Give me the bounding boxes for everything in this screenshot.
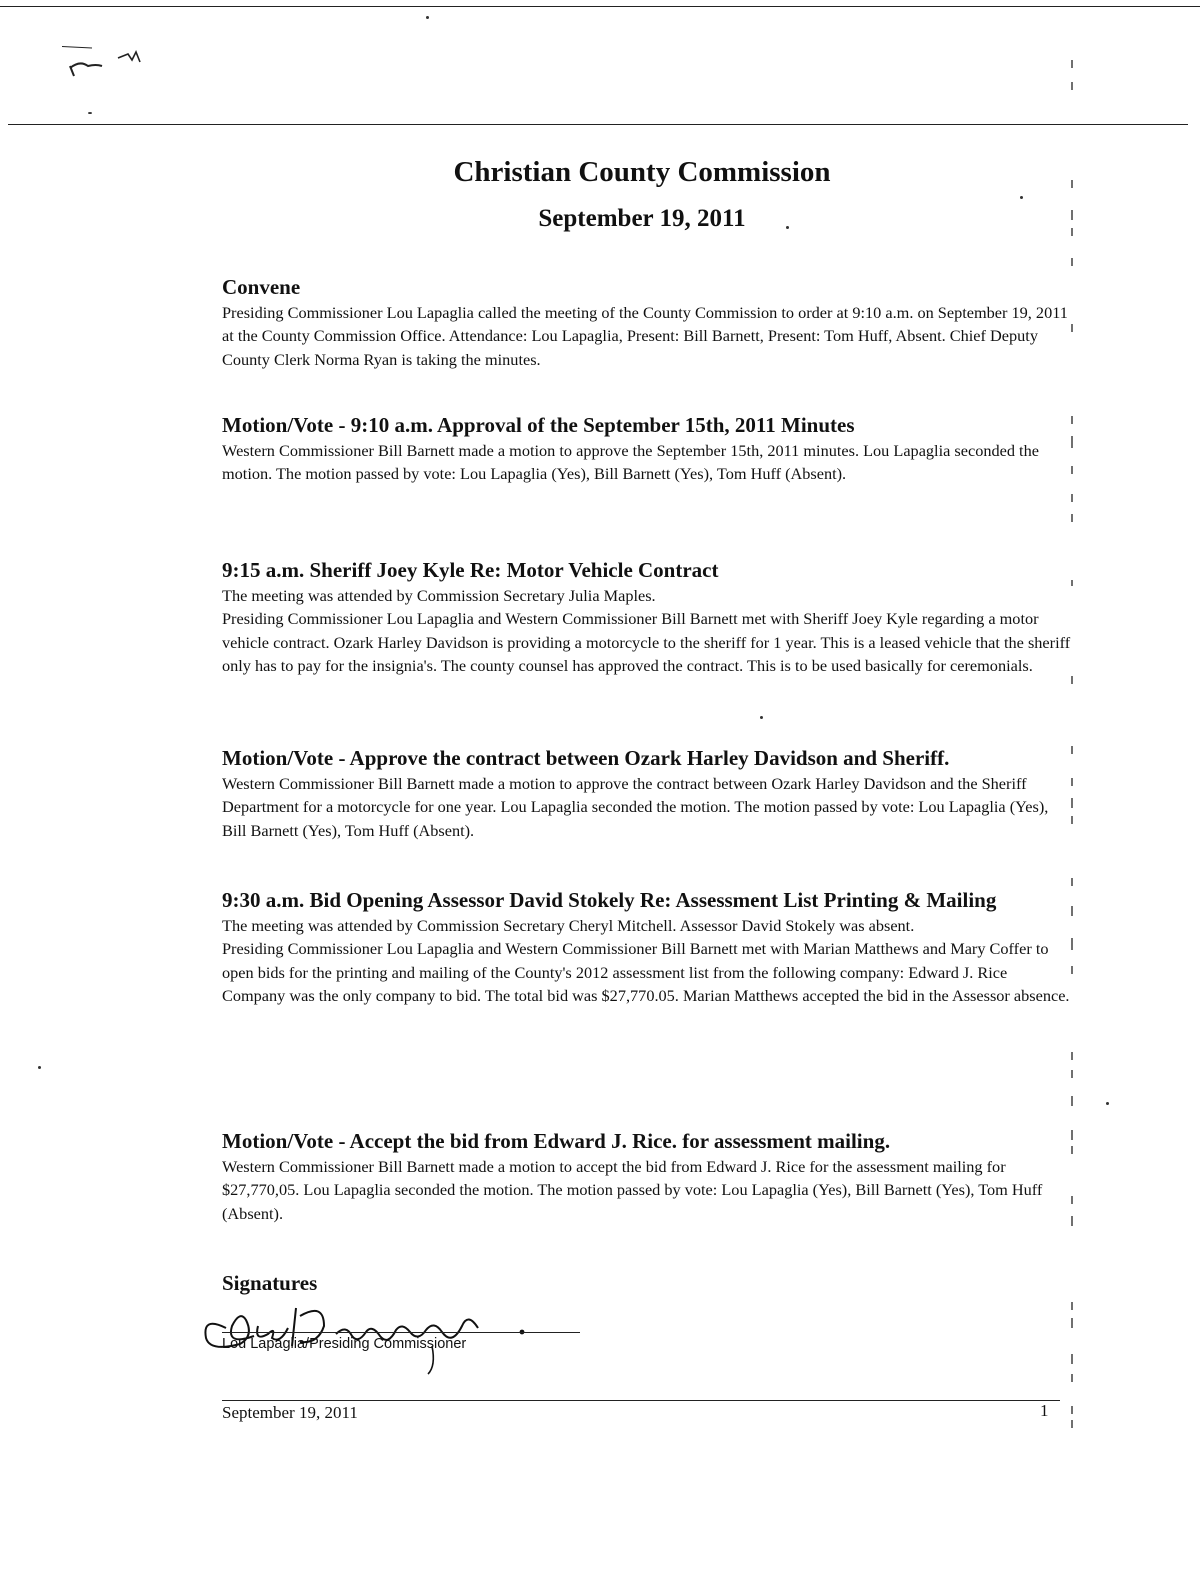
- section-heading: 9:30 a.m. Bid Opening Assessor David Stokely Re: Assessment List Printing & Mailing: [222, 888, 997, 912]
- section-heading: Convene: [222, 275, 301, 299]
- header-rule: [8, 124, 1188, 125]
- section-body: Western Commissioner Bill Barnett made a motion to approve the September 15th, 2011 minutes. Lou Lapaglia seconded the motion. The motion passed by vote: Lou Lapaglia (Yes), Bill Barnett (Yes), Tom Huff (Absent).: [222, 441, 1039, 484]
- section-body-line: The meeting was attended by Commission Secretary Cheryl Mitchell. Assessor David Stokely was absent.: [222, 916, 915, 935]
- footer-date: September 19, 2011: [222, 1403, 358, 1422]
- section-heading: Motion/Vote - 9:10 a.m. Approval of the September 15th, 2011 Minutes: [222, 413, 855, 437]
- section-body-line: Presiding Commissioner Lou Lapaglia and Western Commissioner Bill Barnett met with Marian Matthews and Mary Coffer to open bids for the printing and mailing of the County's 2012 assessment list from the following company: Edward J. Rice Company was the only company to bid. The total bid was $27,770.05. Marian Matthews accepted the bid in the Assessor absence.: [222, 939, 1070, 1006]
- section-convene: [222, 273, 1072, 371]
- scan-speck: [426, 16, 429, 19]
- signature-line: [222, 1332, 580, 1333]
- scan-speck: [786, 226, 789, 229]
- document-title: Christian County Commission: [453, 156, 831, 188]
- section-body-line: The meeting was attended by Commission Secretary Julia Maples.: [222, 586, 656, 605]
- section-body: Western Commissioner Bill Barnett made a motion to accept the bid from Edward J. Rice for the assessment mailing for $27,770,05. Lou Lapaglia seconded the motion. The motion passed by vote: Lou Lapaglia (Yes), Bill Barnett (Yes), Tom Huff (Absent).: [222, 1157, 1043, 1223]
- section-body-line: Presiding Commissioner Lou Lapaglia and Western Commissioner Bill Barnett met with Sheriff Joey Kyle regarding a motor vehicle contract. Ozark Harley Davidson is providing a motorcycle to the sheriff for 1 year. This is a leased vehicle that the sheriff only has to pay for the insignia's. The county counsel has approved the contract. This is to be used basically for ceremonials.: [222, 609, 1071, 676]
- section-heading: Motion/Vote - Accept the bid from Edward J. Rice. for assessment mailing.: [222, 1129, 891, 1153]
- scan-speck: [1020, 196, 1023, 199]
- section-sheriff-motor-vehicle: [222, 556, 1072, 678]
- scan-speck: [38, 1066, 41, 1069]
- scan-speck: [760, 716, 763, 719]
- scan-top-rule: [0, 6, 1200, 7]
- section-bid-opening: [222, 886, 1072, 1008]
- section-heading: 9:15 a.m. Sheriff Joey Kyle Re: Motor Vehicle Contract: [222, 558, 719, 582]
- scan-margin-ticks: [1060, 40, 1090, 1440]
- signer-name: Lou Lapaglia/Presiding Commissioner: [222, 1336, 467, 1352]
- document-date: September 19, 2011: [538, 205, 746, 232]
- footer-rule: [222, 1400, 1060, 1401]
- handwritten-signature: [196, 1286, 556, 1376]
- section-body: Western Commissioner Bill Barnett made a motion to approve the contract between Ozark Harley Davidson and the Sheriff Department for a motorcycle for one year. Lou Lapaglia seconded the motion. The motion passed by vote: Lou Lapaglia (Yes), Bill Barnett (Yes), Tom Huff (Absent).: [222, 774, 1049, 840]
- section-heading: Motion/Vote - Approve the contract between Ozark Harley Davidson and Sheriff.: [222, 746, 950, 770]
- signatures-label: Signatures: [222, 1271, 318, 1295]
- scan-speck: [88, 112, 92, 114]
- section-motion-approve-contract: [222, 744, 1072, 842]
- footer-page-number: 1: [1040, 1401, 1049, 1420]
- scan-artifact-mark: [62, 46, 152, 86]
- section-body: Presiding Commissioner Lou Lapaglia called the meeting of the County Commission to order at 9:10 a.m. on September 19, 2011 at the County Commission Office. Attendance: Lou Lapaglia, Present: Bill Barnett, Present: Tom Huff, Absent. Chief Deputy County Clerk Norma Ryan is taking the minutes.: [222, 303, 1068, 369]
- scan-speck: [1106, 1102, 1109, 1105]
- section-motion-approve-minutes: [222, 411, 1072, 486]
- section-motion-accept-bid: [222, 1127, 1072, 1225]
